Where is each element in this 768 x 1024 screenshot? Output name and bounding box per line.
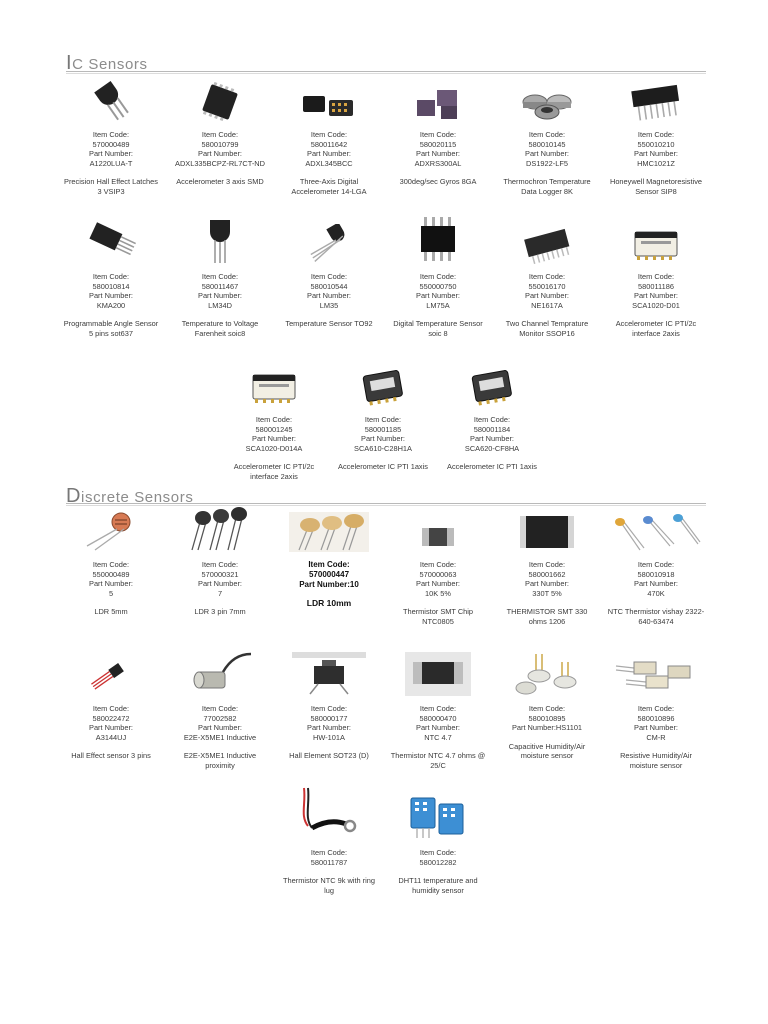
product-card: [275, 220, 383, 329]
ldr-multi-icon: [166, 508, 274, 552]
product-card: [57, 220, 165, 339]
product-card: [384, 652, 492, 771]
item-code-label: Item Code:: [637, 272, 675, 281]
item-code-value: 550000750: [419, 281, 457, 291]
part-number-label: Part Number:: [89, 291, 133, 301]
product-description: LDR 3 pin 7mm: [194, 607, 246, 617]
product-description: Accelerometer 3 axis SMD: [176, 177, 264, 187]
product-card: [384, 78, 492, 187]
product-card: [166, 652, 274, 771]
product-card: [275, 796, 383, 895]
part-number-label: Part Number:: [416, 291, 460, 301]
product-description: NTC Thermistor vishay 2322-640-63474: [607, 607, 705, 626]
product-card: [220, 363, 328, 482]
item-code-value: 580012282: [419, 857, 457, 867]
product-description: THERMISTOR SMT 330 ohms 1206: [506, 607, 588, 626]
item-code-value: 570000321: [201, 569, 239, 579]
item-code-value: 550016170: [528, 281, 566, 291]
part-number-label: Part Number:: [307, 291, 351, 301]
item-code-value: 550010210: [637, 139, 675, 149]
soic8-icon: [384, 220, 492, 264]
product-meta: [438, 415, 546, 453]
item-code-label: Item Code:: [637, 560, 675, 569]
product-description: Resistive Humidity/Air moisture sensor: [620, 751, 692, 770]
item-code-label: Item Code:: [637, 130, 675, 139]
lga-chip-icon: [275, 78, 383, 122]
part-number-label: Part Number:: [525, 579, 569, 589]
part-number-value: DS1922-LF5: [526, 158, 568, 168]
product-description: E2E-X5ME1 Inductive proximity: [183, 751, 257, 770]
item-code-value: 580010145: [528, 139, 566, 149]
ldr-large-icon: [275, 508, 383, 552]
sca-module-icon: [220, 363, 328, 407]
item-code-value: 580001184: [473, 424, 511, 434]
dht11-icon: [384, 796, 492, 840]
product-meta: [166, 704, 274, 742]
item-code-label: Item Code:: [473, 415, 511, 424]
item-code-value: 580000177: [310, 713, 348, 723]
part-number-value: 5: [108, 588, 114, 598]
product-description: 300deg/sec Gyros 8GA: [399, 177, 477, 187]
part-number-value: A1220LUA-T: [89, 158, 133, 168]
product-meta: [57, 130, 165, 168]
part-number-label: Part Number:: [198, 149, 242, 159]
item-code-label: Item Code:: [92, 704, 130, 713]
part-number-label: Part Number:: [89, 579, 133, 589]
item-code-label: Item Code:: [92, 560, 130, 569]
item-code-label: Item Code:: [310, 848, 348, 857]
part-number-value: ADXL345BCC: [305, 158, 353, 168]
product-card: [602, 508, 710, 627]
product-description: Three-Axis Digital Accelerometer 14-LGA: [291, 177, 367, 196]
part-number-value: SCA620-CF8HA: [464, 443, 520, 453]
product-meta: [493, 130, 601, 168]
product-card: [275, 508, 383, 609]
item-code-value: 580011467: [201, 281, 239, 291]
item-code-value: 580011787: [310, 857, 348, 867]
product-meta: [220, 415, 328, 453]
product-meta: [493, 560, 601, 598]
product-meta: [493, 272, 601, 310]
product-card: [57, 508, 165, 617]
product-meta: [166, 272, 274, 310]
smd-chip-icon: [384, 508, 492, 552]
product-description: Accelerometer IC PTI/2c interface 2axis: [615, 319, 697, 338]
part-number-value: CM-R: [646, 732, 666, 742]
smd-1206-icon: [493, 508, 601, 552]
part-number-value: KMA200: [96, 300, 126, 310]
bga-chip-icon: [384, 78, 492, 122]
section-title-cap: D: [66, 485, 82, 507]
product-meta: [384, 848, 492, 867]
part-number-value: E2E-X5ME1 Inductive: [183, 732, 257, 742]
item-code-label: Item Code:: [528, 272, 566, 281]
product-meta: [166, 560, 274, 598]
item-code-label: Item Code:: [310, 272, 348, 281]
section-divider: [66, 503, 706, 506]
part-number-value: ADXRS300AL: [414, 158, 462, 168]
product-card: [493, 508, 601, 627]
item-code-label: Item Code:: [419, 272, 457, 281]
hall-3pin-icon: [57, 652, 165, 696]
product-meta: [329, 415, 437, 453]
item-code-value: 580000470: [419, 713, 457, 723]
product-description: Accelerometer IC PTI/2c interface 2axis: [233, 462, 315, 481]
product-meta: [384, 560, 492, 598]
part-number-value: 7: [217, 588, 223, 598]
part-number-value: 470K: [647, 588, 665, 598]
part-number-label: Part Number:: [525, 149, 569, 159]
hall-sot23-icon: [275, 652, 383, 696]
product-card: [57, 78, 165, 197]
item-code-value: 570000489: [92, 139, 130, 149]
item-code-value: 580001662: [528, 569, 566, 579]
part-number-label: Part Number:: [307, 723, 351, 733]
part-number-label: Part Number:: [416, 579, 460, 589]
resistive-humidity-icon: [602, 652, 710, 696]
item-code-value: 580001245: [255, 424, 293, 434]
product-description: Thermistor SMT Chip NTC0805: [402, 607, 474, 626]
product-meta: [384, 130, 492, 168]
product-meta: [602, 704, 710, 742]
sca-module-dark-icon: [329, 363, 437, 407]
product-meta: [275, 704, 383, 742]
product-card: [57, 652, 165, 761]
product-card: [166, 78, 274, 187]
humidity-can-icon: [493, 652, 601, 696]
item-code-value: 580022472: [92, 713, 130, 723]
item-code-label: Item Code:: [419, 130, 457, 139]
part-number-inline: Part Number:10: [299, 580, 359, 589]
product-card: [384, 796, 492, 895]
ring-lug-thermistor-icon: [275, 796, 383, 840]
product-meta: [57, 560, 165, 598]
item-code-value: 580010895: [528, 713, 566, 723]
part-number-value: 330T 5%: [532, 588, 562, 598]
product-description: Two Channel Temprature Monitor SSOP16: [505, 319, 589, 338]
to92-icon: [166, 220, 274, 264]
product-description: Capacitive Humidity/Air moisture sensor: [508, 741, 586, 761]
item-code-label: Item Code:: [92, 272, 130, 281]
item-code-value: 550000489: [92, 569, 130, 579]
item-code-label: Item Code:: [310, 130, 348, 139]
item-code-value: 580010799: [201, 139, 239, 149]
product-meta: [602, 272, 710, 310]
item-code-label: Item Code:: [201, 130, 239, 139]
part-number-value: A3144UJ: [95, 732, 127, 742]
part-number-label: Part Number:: [634, 149, 678, 159]
item-code-label: Item Code:: [419, 704, 457, 713]
product-card: [602, 78, 710, 197]
section-divider: [66, 71, 706, 74]
product-description: Honeywell Magnetoresistive Sensor SIP8: [609, 177, 702, 196]
item-code-label: Item Code:: [92, 130, 130, 139]
item-code-value: 580001185: [364, 424, 402, 434]
ibutton-icon: [493, 78, 601, 122]
product-card: [166, 508, 274, 617]
item-code-label: Item Code:: [364, 415, 402, 424]
part-number-label: Part Number:: [89, 723, 133, 733]
part-number-value: SCA1020-D014A: [245, 443, 303, 453]
product-meta: [57, 704, 165, 742]
product-card: [493, 78, 601, 197]
product-meta: [57, 272, 165, 310]
part-number-label: Part Number:: [252, 434, 296, 444]
item-code-value: 580010918: [637, 569, 675, 579]
product-card: [384, 508, 492, 627]
part-number-value: 10K 5%: [425, 588, 451, 598]
item-code-label: Item Code:: [201, 560, 239, 569]
item-code-label: Item Code:: [201, 272, 239, 281]
product-description: LDR 5mm: [94, 607, 128, 617]
proximity-sensor-icon: [166, 652, 274, 696]
part-number-label: Part Number:: [416, 149, 460, 159]
smd-ntc-icon: [384, 652, 492, 696]
product-meta: [275, 848, 383, 867]
product-description: Digital Temperature Sensor soic 8: [393, 319, 483, 338]
product-meta: [384, 272, 492, 310]
item-code-value: 570000447: [308, 570, 350, 579]
sca-module-icon: [602, 220, 710, 264]
part-number-value: SCA610-C28H1A: [354, 443, 412, 453]
part-number-label: Part Number:: [634, 723, 678, 733]
item-code-label: Item Code:: [528, 704, 566, 713]
item-code-label: Item Code:: [308, 560, 350, 569]
part-number-value: NE1617A: [531, 300, 563, 310]
product-meta: [166, 130, 274, 168]
part-number-value: LM75A: [426, 300, 450, 310]
item-code-value: 580011642: [310, 139, 348, 149]
product-description: Accelerometer IC PTI 1axis: [338, 462, 428, 472]
item-code-value: 580010896: [637, 713, 675, 723]
item-code-label: Item Code:: [528, 560, 566, 569]
part-number-label: Part Number:: [416, 723, 460, 733]
item-code-label: Item Code:: [528, 130, 566, 139]
item-code-value: 570000063: [419, 569, 457, 579]
part-number-label: Part Number:: [307, 149, 351, 159]
part-number-value: LM34D: [208, 300, 232, 310]
product-card: [493, 220, 601, 339]
section-title-rest: C Sensors: [72, 56, 148, 73]
product-meta: [493, 704, 601, 733]
part-number-label: Part Number:: [198, 579, 242, 589]
product-meta: [602, 560, 710, 598]
product-description: LDR 10mm: [306, 598, 352, 608]
product-card: [438, 363, 546, 472]
product-description: Precision Hall Effect Latches 3 VSIP3: [64, 177, 158, 196]
part-number-value: HW-101A: [313, 732, 345, 742]
product-meta: [275, 560, 383, 590]
sip8-chip-icon: [602, 78, 710, 122]
item-code-label: Item Code:: [201, 704, 239, 713]
item-code-label: Item Code:: [419, 560, 457, 569]
part-number-label: Part Number:: [634, 579, 678, 589]
product-meta: [384, 704, 492, 742]
part-number-label: Part Number:: [634, 291, 678, 301]
item-code-label: Item Code:: [419, 848, 457, 857]
product-description: Hall Effect sensor 3 pins: [71, 751, 151, 761]
product-description: Temperature to Voltage Farenheit soic8: [181, 319, 259, 338]
section-title-rest: iscrete Sensors: [81, 489, 194, 506]
part-number-value: LM35: [319, 300, 339, 310]
product-card: [166, 220, 274, 339]
item-code-value: 77002582: [203, 713, 237, 723]
part-number-label: Part Number:: [198, 723, 242, 733]
part-number-label: Part Number:: [525, 291, 569, 301]
item-code-value: 580010814: [92, 281, 130, 291]
part-number-label: Part Number:: [470, 434, 514, 444]
product-meta: [275, 272, 383, 310]
product-description: Thermochron Temperature Data Logger 8K: [503, 177, 591, 196]
item-code-value: 580011186: [638, 281, 674, 291]
to92-bent-icon: [275, 220, 383, 264]
part-number-value: ADXL335BCPZ-RL7CT-ND: [175, 158, 265, 168]
product-card: [384, 220, 492, 339]
item-code-value: 580020115: [419, 139, 457, 149]
item-code-label: Item Code:: [637, 704, 675, 713]
part-number-value: HMC1021Z: [637, 158, 675, 168]
product-description: Thermistor NTC 9k with ring lug: [283, 876, 375, 895]
product-description: Accelerometer IC PTI 1axis: [447, 462, 537, 472]
part-number-value: NTC 4.7: [424, 732, 452, 742]
section-title-cap: I: [66, 52, 73, 74]
product-description: Programmable Angle Sensor 5 pins sot637: [63, 319, 159, 338]
ssop16-icon: [493, 220, 601, 264]
product-card: [329, 363, 437, 472]
part-number-label: Part Number:: [198, 291, 242, 301]
part-number-inline: Part Number:HS1101: [511, 723, 583, 733]
item-code-label: Item Code:: [255, 415, 293, 424]
product-card: [602, 220, 710, 339]
item-code-label: Item Code:: [310, 704, 348, 713]
product-description: Hall Element SOT23 (D): [289, 751, 369, 761]
product-card: [493, 652, 601, 761]
sca-module-dark-icon: [438, 363, 546, 407]
part-number-label: Part Number:: [361, 434, 405, 444]
lfcsp-chip-icon: [166, 78, 274, 122]
product-description: Thermistor NTC 4.7 ohms @ 25/C: [390, 751, 486, 770]
to92-3lead-icon: [57, 78, 165, 122]
product-card: [275, 652, 383, 761]
sot637-icon: [57, 220, 165, 264]
product-description: DHT11 temperature and humidity sensor: [398, 876, 478, 895]
product-meta: [275, 130, 383, 168]
product-card: [275, 78, 383, 197]
item-code-value: 580010544: [310, 281, 348, 291]
ldr-icon: [57, 508, 165, 552]
ntc-bead-icon: [602, 508, 710, 552]
part-number-value: SCA1020-D01: [632, 300, 680, 310]
part-number-label: Part Number:: [89, 149, 133, 159]
product-description: Temperature Sensor TO92: [285, 319, 373, 329]
product-card: [602, 652, 710, 771]
product-meta: [602, 130, 710, 168]
